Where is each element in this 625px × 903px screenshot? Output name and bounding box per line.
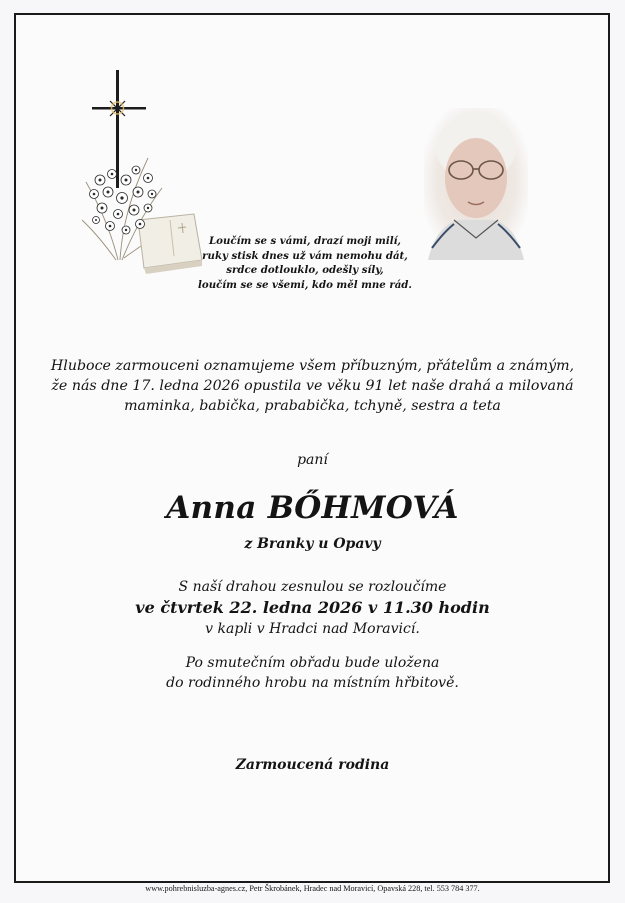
honorific: paní <box>297 452 328 468</box>
deceased-name: Anna BŐHMOVÁ <box>166 490 459 526</box>
signature: Zarmoucená rodina <box>235 757 390 773</box>
poem-line: loučím se se všemi, kdo měl mne rád. <box>198 278 412 291</box>
poem-line: srdce dotlouklo, odešly síly, <box>226 264 384 276</box>
burial-info <box>0 653 625 693</box>
cross-flowers-book-icon <box>78 70 206 282</box>
poem-line: ruky stisk dnes už vám nemohu dát, <box>202 249 408 262</box>
announcement-line: že nás dne 17. ledna 2026 opustila ve věku 91 let naše drahá a milovaná <box>51 378 574 394</box>
poem-line: Loučím se s vámi, drazí moji milí, <box>209 235 401 247</box>
ceremony-datetime: ve čtvrtek 22. ledna 2026 v 11.30 hodin <box>135 598 490 617</box>
ceremony-info <box>0 577 625 639</box>
ceremony-intro: S naší drahou zesnulou se rozloučíme <box>178 579 447 595</box>
announcement-text <box>0 356 625 416</box>
burial-line: do rodinného hrobu na místním hřbitově. <box>166 675 459 691</box>
announcement-line: maminka, babička, prababička, tchyně, sestra a teta <box>124 398 501 414</box>
announcement-line: Hluboce zarmouceni oznamujeme všem příbuzným, přátelům a známým, <box>50 358 575 374</box>
footer-contact: www.pohrebnisluzba-agnes.cz, Petr Škrobánek, Hradec nad Moravicí, Opavská 228, tel. 553 784 377. <box>145 884 480 893</box>
burial-line: Po smutečním obřadu bude uložena <box>185 655 440 671</box>
farewell-poem <box>190 234 420 292</box>
portrait-photo <box>424 108 528 260</box>
deceased-origin: z Branky u Opavy <box>244 536 381 552</box>
ceremony-place: v kapli v Hradci nad Moravicí. <box>205 621 420 637</box>
